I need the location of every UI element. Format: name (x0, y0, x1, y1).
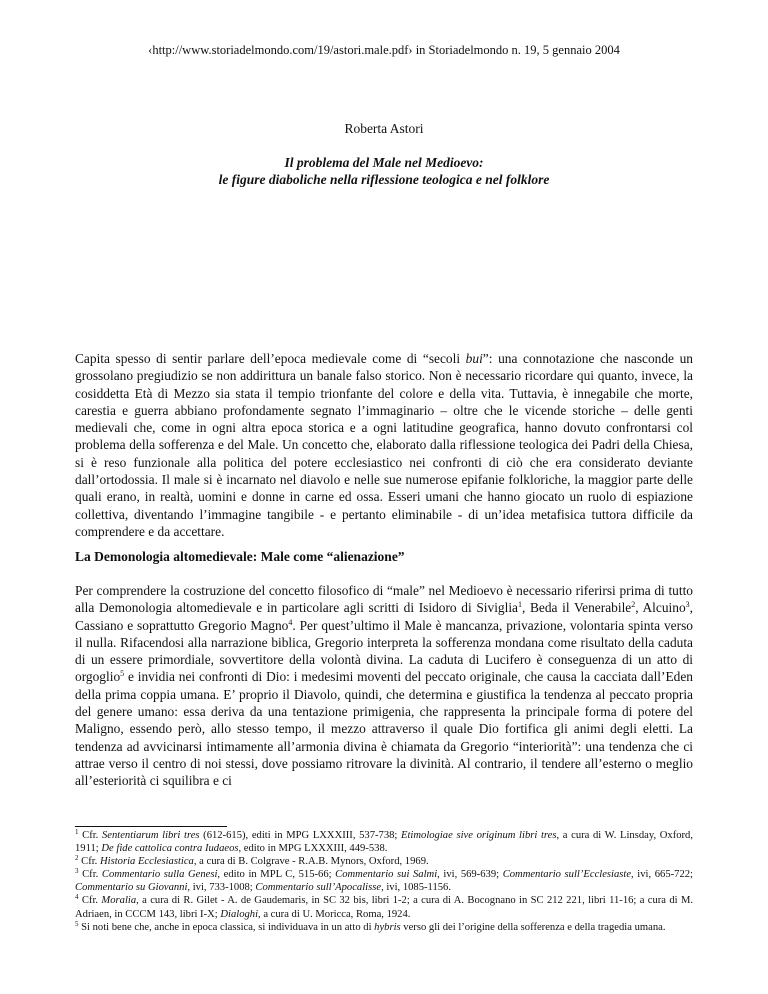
author-name: Roberta Astori (344, 121, 424, 136)
fn-italic: hybris (374, 921, 401, 933)
title-line-2: le figure diaboliche nella riflessione teologica e nel folklore (218, 172, 550, 187)
fn-text: Cfr. (78, 869, 102, 881)
footnote-number: 5 (75, 919, 79, 928)
footnote-3 (75, 868, 693, 894)
footnote-ref-1[interactable]: 1 (518, 600, 522, 610)
footnote-number: 4 (75, 893, 79, 902)
fn-text: (612-615), editi in MPG LXXXIII, 537-738; (199, 830, 402, 841)
footnote-divider (75, 826, 227, 827)
fn-text: , a cura di B. Colgrave - R.A.B. Mynors, Oxford, 1969. (193, 856, 429, 868)
fn-text: , ivi, 733-1008; (187, 882, 256, 894)
intro-text-2: ”: una connotazione che nasconde un grossolano pregiudizio se non addirittura un banale falso storico. Non è necessario ricordare qui quanto, invece, la cosiddetta Età di Mezzo sia stata il tempio trionfante del colore e della vita. Tuttavia, è innegabile che morte, carestia e guerra abbiano profondamente segnato l’immaginario – oltre che le vicende storiche – delle genti medievali che, come in ogni altra epoca storica e a ogni latitudine geografica, hanno dovuto confrontarsi col problema della sofferenza e del Male. Un concetto che, elaborato dalla riflessione teologica dei Padri della Chiesa, si è reso funzionale alla politica del potere ecclesiastico nei confronti di ciò che era considerato deviante dall’ortodossia. Il male si è incarnato nel diavolo e nelle sue numerose epifanie folkloriche, la maggior parte delle quali erano, in realtà, uomini e donne in carne ed ossa. Esseri umani che hanno giocato un ruolo di espiazione collettiva, diventando l’immagine tangibile - e pertanto eliminabile - di un’idea metafisica tuttora difficile da comprendere e da accettare. (75, 351, 693, 539)
fn-italic: De fide cattolica contra Iudaeos (101, 843, 239, 855)
footnote-number: 3 (75, 867, 79, 876)
footnote-number: 2 (75, 854, 79, 863)
footnote-5 (75, 921, 693, 934)
footnote-ref-3[interactable]: 3 (685, 600, 690, 610)
footnotes (75, 829, 693, 934)
fn-text: , edito in MPG LXXXIII, 449-538. (238, 843, 388, 855)
fn-text: , a cura di W. Linsday, Oxford, 1911; (75, 830, 693, 855)
para-text-a: Per comprendere la costruzione del concetto filosofico di “male” nel Medioevo è necessario riferirsi prima di tutto alla Demonologia altomedievale e in particolare agli scritti di Isidoro di Siviglia (75, 583, 693, 616)
fn-text: , a cura di U. Moricca, Roma, 1924. (258, 908, 411, 920)
footnote-1 (75, 829, 693, 855)
article-title (0, 154, 768, 188)
fn-text: , edito in MPL C, 515-66; (217, 869, 336, 881)
title-line-1: Il problema del Male nel Medioevo: (284, 155, 484, 170)
fn-text: , ivi, 665-722; (631, 869, 693, 881)
section-heading: La Demonologia altomedievale: Male come “alienazione” (75, 549, 405, 564)
para-text-b: , Beda il Venerabile (522, 600, 632, 616)
fn-text: , a cura di R. Gilet - A. de Gaudemaris, in SC 32 bis, libri 1-2; a cura di A. Bocognano in SC 212 221, libri 11-16; a cura di M. Adriaen, in CCCM 143, libri I-X; (75, 895, 694, 920)
para-text-e: . Per quest’ultimo il Male è mancanza, privazione, volontaria spinta verso il nulla. Rifacendosi alla narrazione biblica, Gregorio interpreta la sofferenza mondana come risultato della caduta di un essere primordiale, sovvertitore della volontà divina. La caduta di Lucifero è conseguenza di un atto di orgoglio (75, 617, 693, 685)
para-text-c: , Alcuino (635, 600, 686, 616)
para-text-d: , Cassiano e soprattutto Gregorio Magno (75, 600, 694, 633)
fn-text: Cfr. (78, 856, 100, 868)
intro-text-1: Capita spesso di sentir parlare dell’epoca medievale come di “secoli (75, 351, 466, 366)
fn-text: verso gli dei l’origine della sofferenza e della tragedia umana. (400, 921, 666, 933)
fn-italic: Sententiarum libri tres (101, 830, 200, 841)
footnote-number: 1 (75, 828, 79, 836)
fn-text: , ivi, 1085-1156. (381, 882, 451, 894)
fn-text: Si noti bene che, anche in epoca classica, si individuava in un atto di (78, 921, 375, 933)
footnote-ref-4[interactable]: 4 (288, 617, 293, 627)
fn-italic: Dialoghi (220, 908, 259, 920)
fn-italic: Commentario sui Salmi (335, 869, 438, 881)
intro-italic-bui: bui (465, 351, 483, 366)
section-paragraph (75, 582, 693, 790)
fn-text: Cfr. (78, 830, 102, 841)
footnote-2 (75, 855, 693, 868)
source-header: ‹http://www.storiadelmondo.com/19/astori.male.pdf› in Storiadelmondo n. 19, 5 gennaio 2004 (148, 43, 620, 57)
footnote-ref-2[interactable]: 2 (631, 600, 636, 610)
fn-italic: Historia Ecclesiastica (99, 856, 194, 868)
footnote-4 (75, 894, 693, 920)
fn-italic: Commentario sulla Genesi (101, 869, 218, 881)
fn-italic: Commentario su Giovanni (75, 882, 188, 894)
intro-paragraph (75, 350, 693, 540)
fn-italic: Commentario sull’Apocalisse (255, 882, 382, 894)
footnote-ref-5[interactable]: 5 (120, 669, 125, 679)
para-text-f: e invidia nei confronti di Dio: i medesimi moventi del peccato originale, che causa la cacciata dall’Eden della prima coppia umana. E’ proprio il Diavolo, quindi, che determina e giustifica la tendenza al peccato propria del genere umano: essa deriva da una tentazione primigenia, che rappresenta la principale forma di potere del Maligno, essendo però, allo stesso tempo, il mezzo attraverso il quale Dio fortifica gli animi degli eletti. La tendenza ad avvicinarsi intimamente all’armonia divina è chiamata da Gregorio “interiorità”: una tendenza che ci attrae verso il centro di noi stessi, dove possiamo ritrovare la divinità. Al contrario, il tendere all’esterno o meglio all’esteriorità ci squilibra e ci (75, 669, 693, 789)
fn-text: , ivi, 569-639; (437, 869, 503, 881)
fn-italic: Commentario sull’Ecclesiaste (502, 869, 632, 881)
fn-italic: Moralia (101, 895, 137, 907)
fn-italic: Etimologiae sive originum libri tres (401, 830, 557, 841)
fn-text: Cfr. (78, 895, 102, 907)
